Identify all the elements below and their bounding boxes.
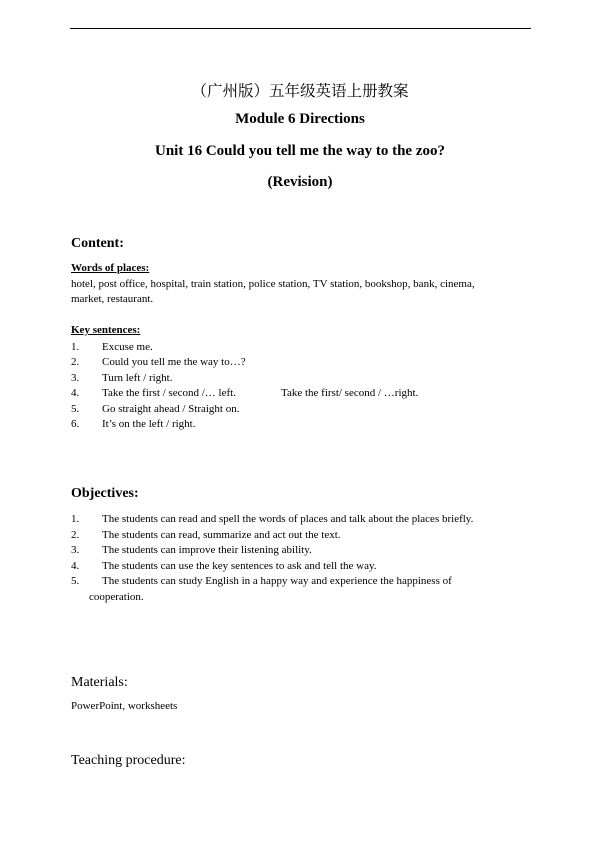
list-number: 1. <box>71 513 80 525</box>
key-sentence-text: Excuse me. <box>102 341 153 353</box>
objectives-heading: Objectives: <box>71 486 139 501</box>
list-number: 3. <box>71 544 80 556</box>
key-sentence-text: Take the first / second /… left. <box>102 387 236 399</box>
list-number: 1. <box>71 341 80 353</box>
words-heading: Words of places: <box>71 262 150 274</box>
materials-text: PowerPoint, worksheets <box>71 700 178 712</box>
unit-title: Unit 16 Could you tell me the way to the zoo? <box>155 143 445 159</box>
list-number: 5. <box>71 575 80 587</box>
lesson-type: (Revision) <box>267 174 333 190</box>
objective-text: The students can read, summarize and act out the text. <box>102 529 341 541</box>
teaching-procedure-heading: Teaching procedure: <box>71 753 186 768</box>
objective-text: The students can study English in a happy way and experience the happiness of <box>102 575 452 587</box>
key-sentence-extra: Take the first/ second / …right. <box>281 387 419 399</box>
module-title: Module 6 Directions <box>235 111 365 127</box>
words-list <box>71 277 531 307</box>
content-heading: Content: <box>71 236 124 251</box>
header-rule <box>70 28 531 29</box>
key-sentence-text: It’s on the left / right. <box>102 418 196 430</box>
objective-text: The students can use the key sentences to ask and tell the way. <box>102 560 377 572</box>
materials-heading: Materials: <box>71 675 128 690</box>
key-sentence-text: Go straight ahead / Straight on. <box>102 403 240 415</box>
list-number: 2. <box>71 356 80 368</box>
words-line-1: hotel, post office, hospital, train station, police station, TV station, bookshop, bank, cinema, <box>71 278 475 290</box>
objective-text: The students can improve their listening ability. <box>102 544 312 556</box>
objective-text: The students can read and spell the words of places and talk about the places briefly. <box>102 513 474 525</box>
list-number: 3. <box>71 372 80 384</box>
list-number: 6. <box>71 418 80 430</box>
list-number: 2. <box>71 529 80 541</box>
key-sentence-text: Could you tell me the way to…? <box>102 356 246 368</box>
list-number: 4. <box>71 560 80 572</box>
chinese-title: （广州版）五年级英语上册教案 <box>191 82 409 100</box>
key-sentence-text: Turn left / right. <box>102 372 173 384</box>
key-sentences-heading: Key sentences: <box>71 324 141 336</box>
list-number: 5. <box>71 403 80 415</box>
objective-continuation: cooperation. <box>89 591 144 603</box>
list-number: 4. <box>71 387 80 399</box>
words-line-2: market, restaurant. <box>71 293 154 305</box>
